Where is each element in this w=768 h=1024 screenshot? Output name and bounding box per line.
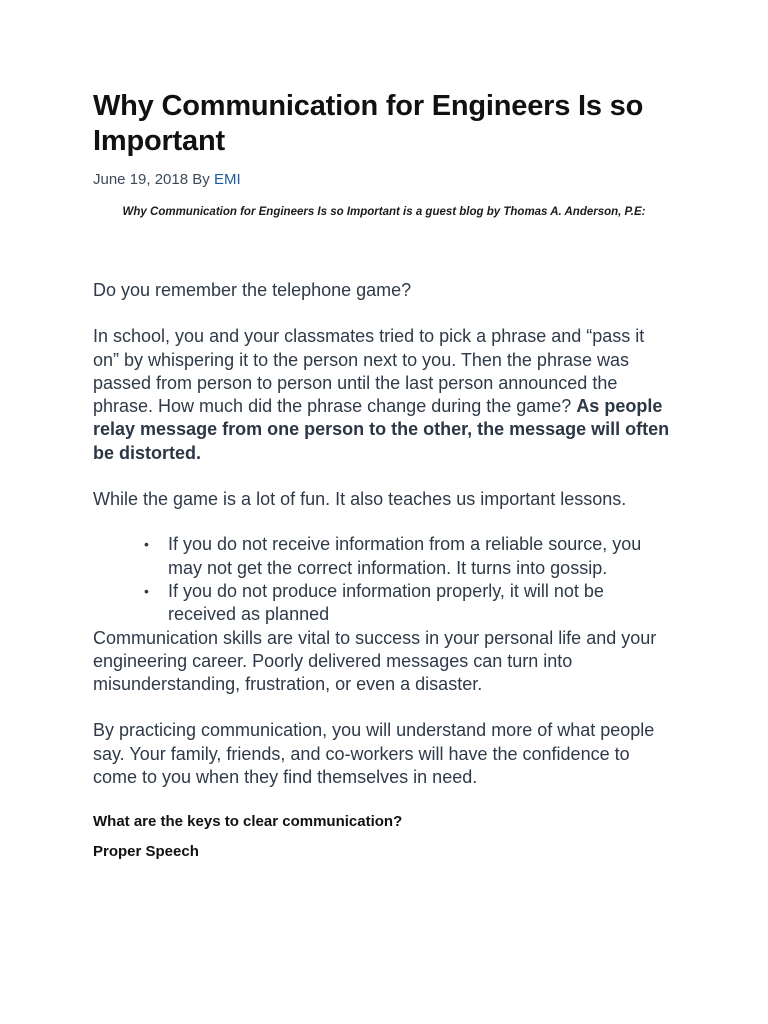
bullet-icon: • — [144, 536, 149, 553]
bullet-icon: • — [144, 582, 149, 599]
article-meta — [93, 171, 675, 189]
subheading-proper-speech: Proper Speech — [93, 843, 199, 861]
list-item — [144, 580, 675, 627]
article-title: Why Communication for Engineers Is so Important — [93, 90, 644, 157]
subheading-keys: What are the keys to clear communication? — [93, 813, 403, 831]
author-link[interactable]: EMI — [213, 171, 241, 188]
paragraph-school-story-text: In school, you and your classmates tried to pick a phrase and “pass it on” by whispering it to the person next to you. Then the phrase was passed from person to person until the last person announced the phrase. How much did the phrase change during the game? — [93, 326, 645, 417]
paragraph-school-story — [93, 325, 675, 465]
list-item — [144, 533, 675, 580]
list-item-text: If you do not produce information properly, it will not be received as planned — [168, 580, 604, 625]
paragraph-lessons: While the game is a lot of fun. It also teaches us important lessons. — [93, 489, 627, 510]
paragraph-practicing: By practicing communication, you will understand more of what people say. Your family, friends, and co-workers will have the confidence to come to you when they find themselves in need. — [93, 720, 655, 788]
emphasis-distortion: As people relay message from one person to the other, the message will often be distorted. — [93, 396, 670, 463]
guest-blog-note: Why Communication for Engineers Is so Important is a guest blog by Thomas A. Anderson, P.E: — [122, 206, 646, 218]
lessons-list — [93, 533, 675, 626]
paragraph-communication-skills: Communication skills are vital to success in your personal life and your engineering career. Poorly delivered messages can turn into misunderstanding, frustration, or even a disaster. — [93, 627, 657, 695]
list-item-text: If you do not receive information from a reliable source, you may not get the correct information. It turns into gossip. — [168, 534, 642, 578]
post-date: June 19, 2018 By — [93, 171, 214, 188]
paragraph-telephone-game: Do you remember the telephone game? — [93, 280, 412, 300]
